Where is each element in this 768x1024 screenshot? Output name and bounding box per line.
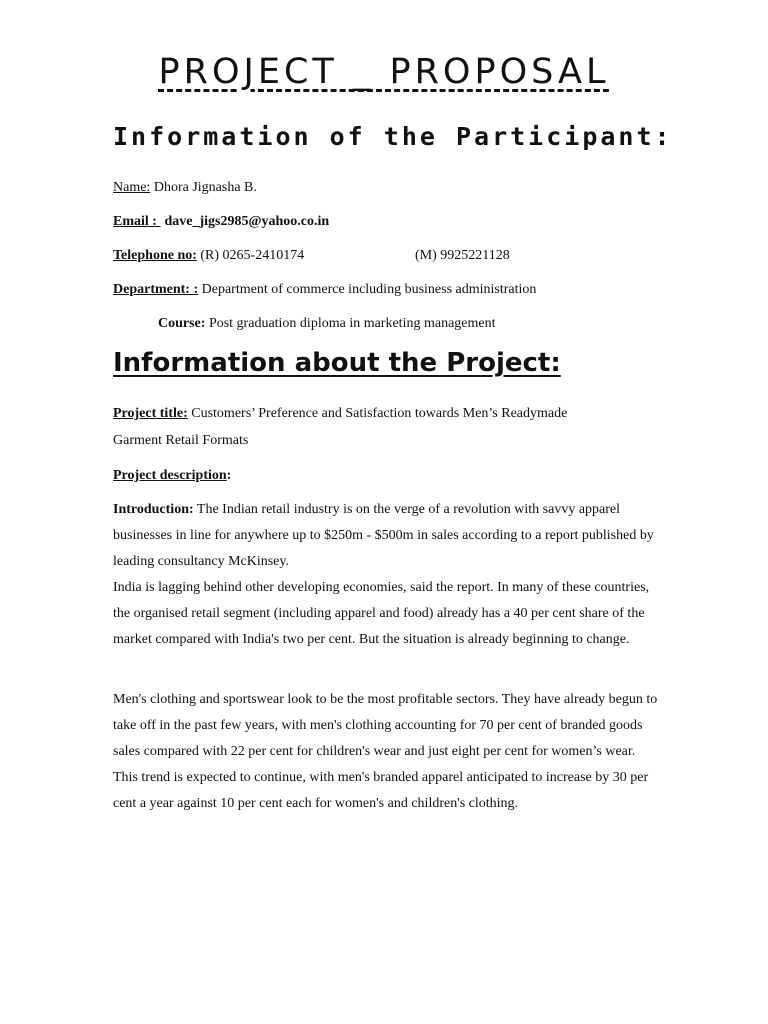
course-label: Course: <box>158 316 206 331</box>
course-line <box>158 316 496 332</box>
participant-section-heading: Information of the Participant: <box>113 122 673 151</box>
document-title-text: PROJECT _ PROPOSAL <box>158 52 610 92</box>
introduction-text: The Indian retail industry is on the verge of a revolution with savvy apparel businesses in line for anywhere up to $250m - $500m in sales according to a report published by leading consultancy McKinsey. <box>113 502 654 569</box>
name-label: Name: <box>113 180 151 195</box>
department-label: Department: : <box>113 282 199 297</box>
telephone-residence: (R) 0265-2410174 <box>196 248 305 263</box>
email-line <box>113 214 329 230</box>
email-label: Email : <box>113 214 161 229</box>
name-line <box>113 180 257 196</box>
introduction-paragraph <box>113 497 658 575</box>
document-title <box>0 52 768 92</box>
project-title-value: Customers’ Preference and Satisfaction towards Men’s Readymade <box>187 406 568 421</box>
body-paragraph-2: India is lagging behind other developing economies, said the report. In many of these countries, the organised retail segment (including apparel and food) already has a 40 per cent share of the market compared with India's two per cent. But the situation is already beginning to change. <box>113 580 650 647</box>
project-description-label: Project description <box>113 468 227 483</box>
project-description-colon: : <box>226 468 232 483</box>
telephone-label: Telephone no: <box>113 248 197 263</box>
project-title-continuation: Garment Retail Formats <box>113 433 249 448</box>
telephone-mobile: (M) 9925221128 <box>415 248 510 263</box>
project-section-heading: Information about the Project: <box>113 348 561 378</box>
introduction-label: Introduction: <box>113 502 194 517</box>
department-value: Department of commerce including business administration <box>198 282 537 297</box>
email-value: dave_jigs2985@yahoo.co.in <box>164 214 330 229</box>
project-title-line <box>113 406 567 422</box>
course-value: Post graduation diploma in marketing management <box>205 316 496 331</box>
project-description-line <box>113 468 231 484</box>
department-line <box>113 282 536 298</box>
project-title-label: Project title: <box>113 406 188 421</box>
body-paragraph-3: Men's clothing and sportswear look to be the most profitable sectors. They have already begun to take off in the past few years, with men's clothing accounting for 70 per cent of branded goods sales compared with 22 per cent for children's wear and just eight per cent for women’s wear. This trend is expected to continue, with men's branded apparel anticipated to increase by 30 per cent a year against 10 per cent each for women's and children's clothing. <box>113 692 658 811</box>
telephone-line <box>113 248 304 264</box>
name-value: Dhora Jignasha B. <box>150 180 257 195</box>
